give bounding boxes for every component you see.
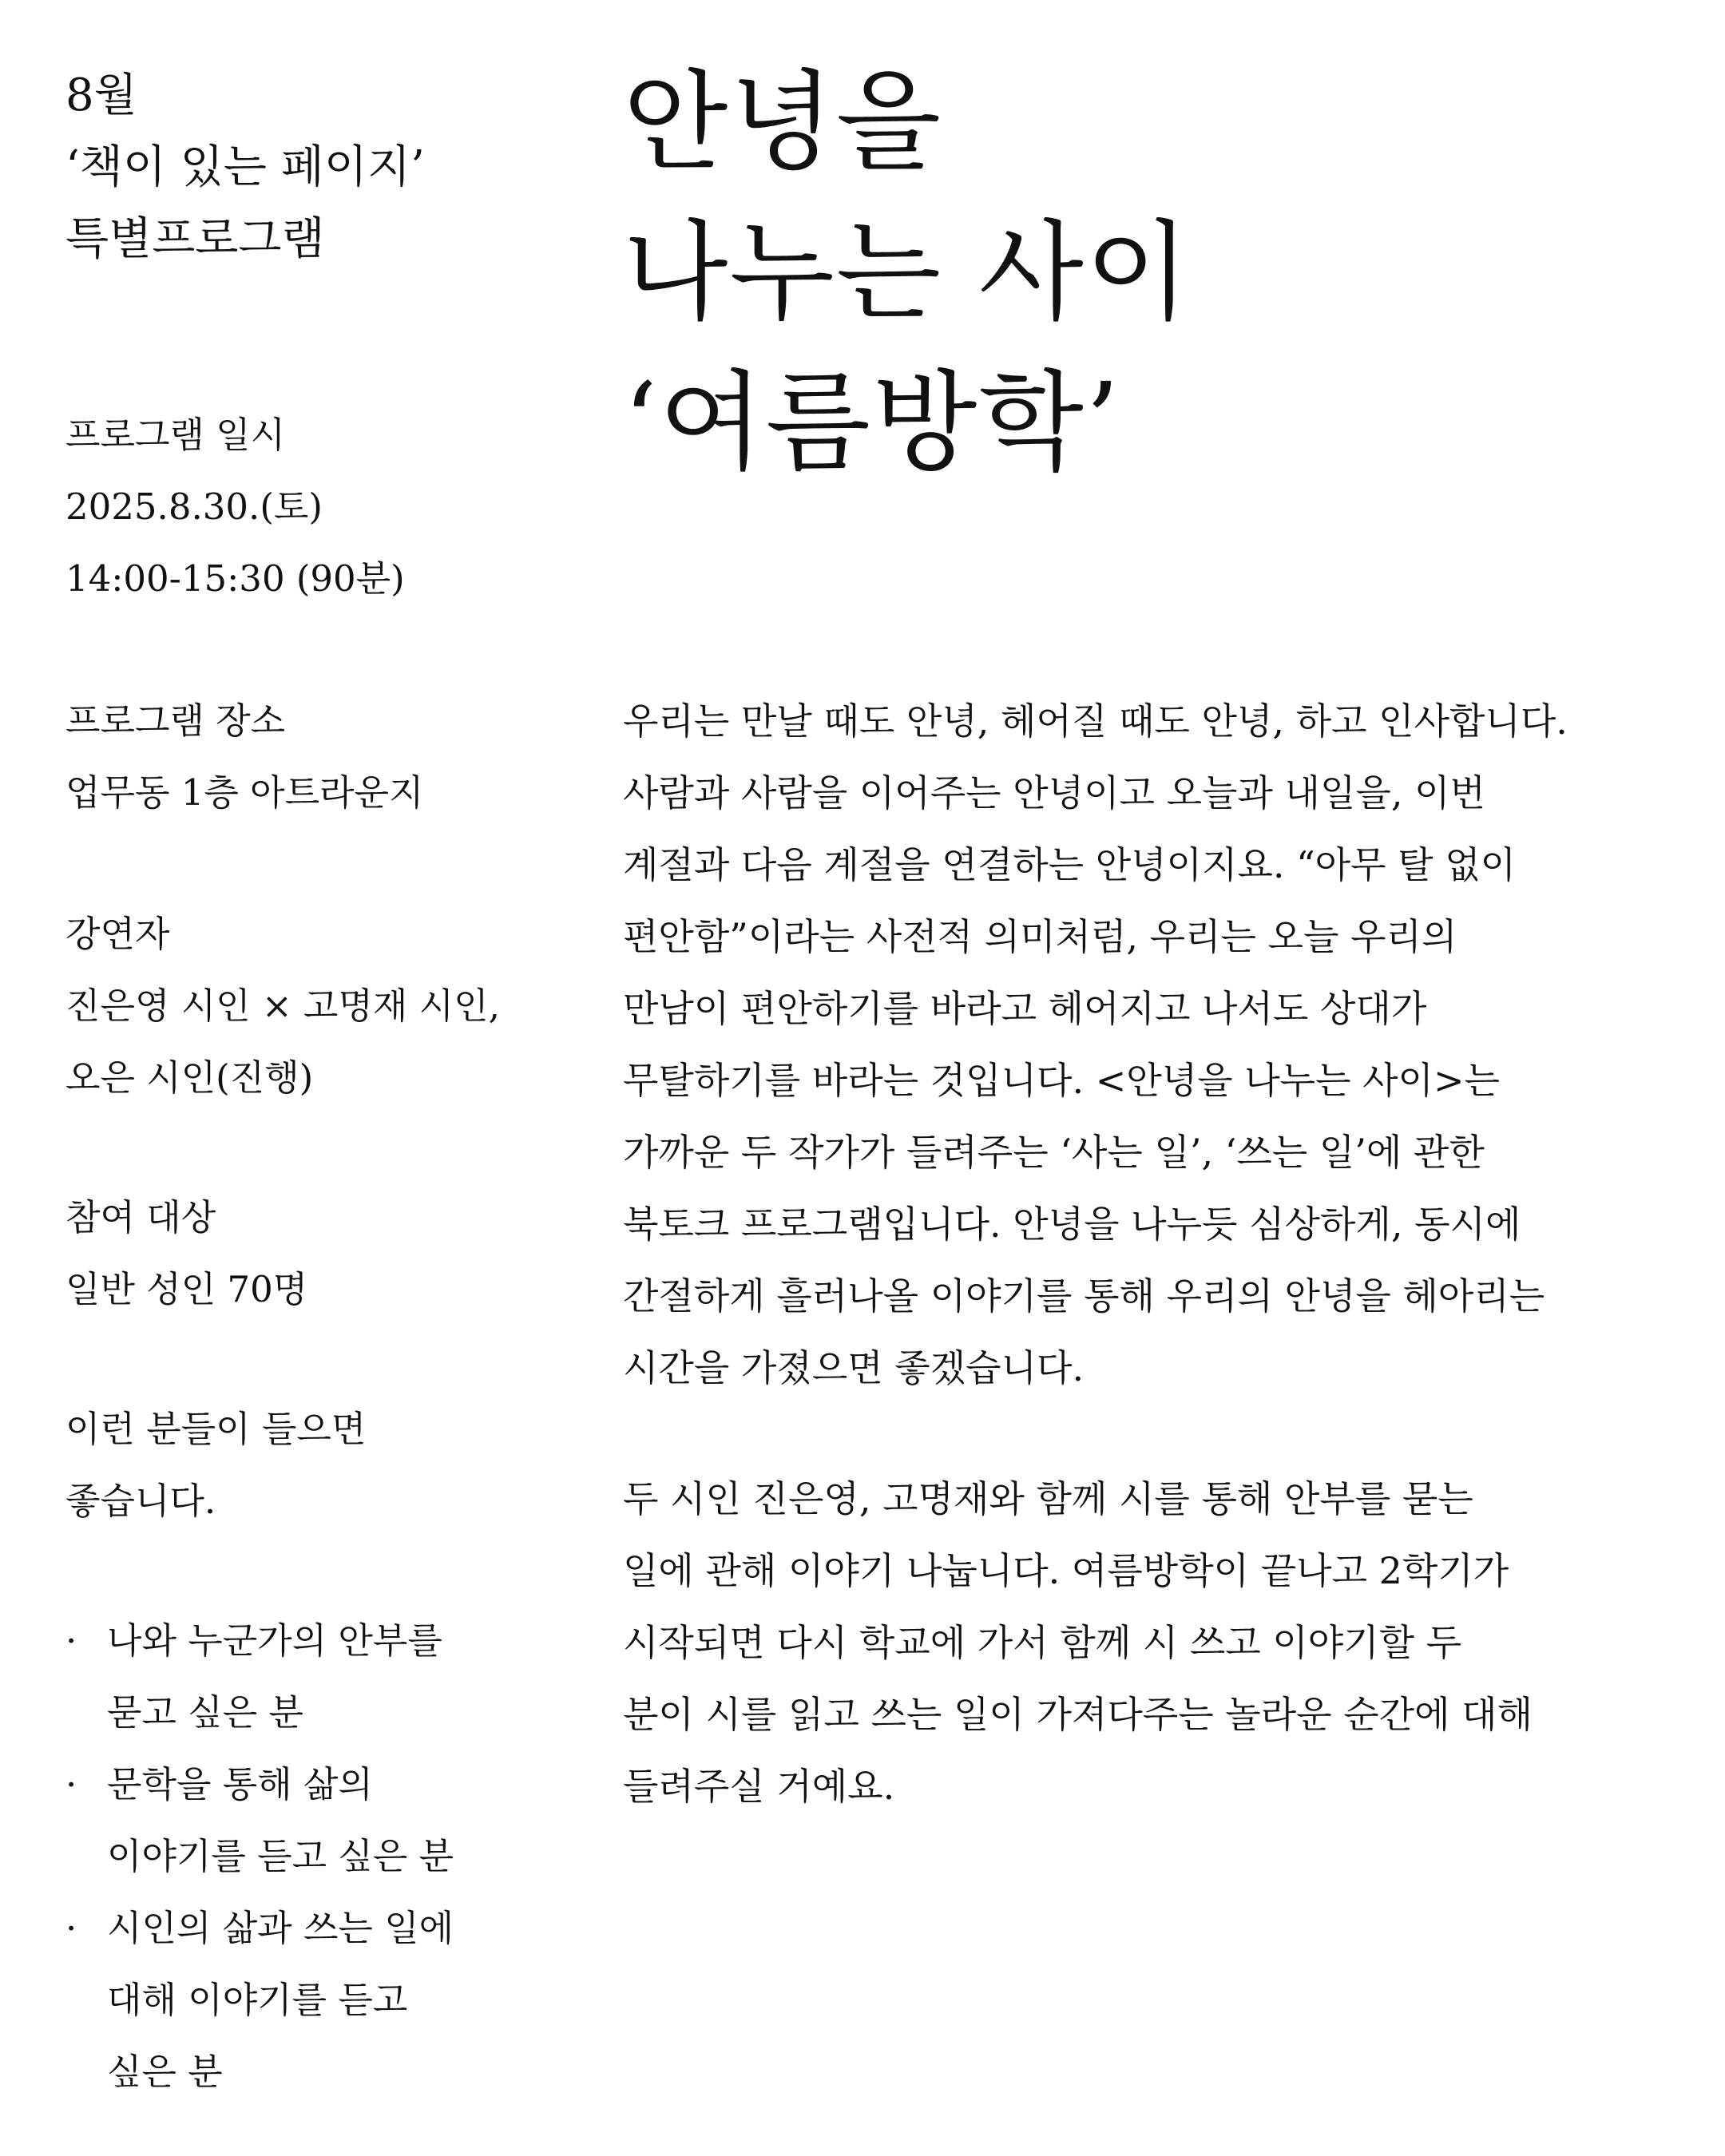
paragraph-line: 가까운 두 작가가 들려주는 ‘사는 일’, ‘쓰는 일’에 관한 bbox=[623, 1131, 1485, 1174]
list-item bbox=[65, 1749, 454, 1892]
bullet-dot-icon: · bbox=[65, 1907, 77, 1949]
paragraph-line: 만남이 편안하기를 바라고 헤어지고 나서도 상대가 bbox=[623, 987, 1427, 1030]
paragraph-line: 사람과 사람을 이어주는 안녕이고 오늘과 내일을, 이번 bbox=[623, 771, 1485, 814]
list-item bbox=[65, 1892, 454, 2108]
paragraph-line: 두 시인 진은영, 고명재와 함께 시를 통해 안부를 묻는 bbox=[623, 1477, 1473, 1520]
speakers-line: 오은 시인(진행) bbox=[65, 1056, 314, 1099]
speakers-label: 강연자 bbox=[65, 913, 170, 955]
paragraph-line: 간절하게 흘러나올 이야기를 통해 우리의 안녕을 헤아리는 bbox=[623, 1274, 1545, 1318]
recommended-label: 좋습니다. bbox=[65, 1480, 216, 1522]
recommended-label: 이런 분들이 들으면 bbox=[65, 1408, 367, 1450]
audience-label: 참여 대상 bbox=[65, 1196, 216, 1239]
list-item-line: 시인의 삶과 쓰는 일에 bbox=[107, 1907, 454, 1949]
location-section bbox=[65, 685, 423, 829]
bullet-dot-icon: · bbox=[65, 1763, 77, 1805]
paragraph-line: 북토크 프로그램입니다. 안녕을 나누듯 심상하게, 동시에 bbox=[623, 1203, 1521, 1246]
list-item bbox=[65, 1605, 454, 1749]
paragraph-line: 우리는 만날 때도 안녕, 헤어질 때도 안녕, 하고 인사합니다. bbox=[623, 700, 1568, 743]
audience-section bbox=[65, 1182, 307, 1326]
program-title-line: 특별프로그램 bbox=[65, 213, 325, 265]
schedule-date: 2025.8.30.(토) bbox=[65, 485, 323, 528]
paragraph-line: 시작되면 다시 학교에 가서 함께 시 쓰고 이야기할 두 bbox=[623, 1621, 1462, 1664]
audience-value: 일반 성인 70명 bbox=[65, 1268, 308, 1310]
list-item-line: 싶은 분 bbox=[107, 2051, 223, 2093]
location-value: 업무동 1층 아트라운지 bbox=[65, 771, 424, 814]
program-title bbox=[65, 60, 425, 275]
list-item-line: 문학을 통해 삶의 bbox=[107, 1763, 373, 1805]
description-paragraph-2 bbox=[623, 1463, 1533, 1822]
bullet-dot-icon: · bbox=[65, 1619, 77, 1662]
headline-line: 안녕을 bbox=[623, 60, 943, 186]
schedule-section bbox=[65, 399, 405, 615]
program-title-line: ‘책이 있는 페이지’ bbox=[65, 141, 425, 193]
paragraph-line: 시간을 가졌으면 좋겠습니다. bbox=[623, 1346, 1085, 1389]
recommended-list bbox=[65, 1605, 454, 2108]
recommended-section bbox=[65, 1393, 366, 1537]
location-label: 프로그램 장소 bbox=[65, 700, 286, 742]
list-item-line: 묻고 싶은 분 bbox=[107, 1691, 303, 1734]
schedule-time: 14:00-15:30 (90분) bbox=[65, 557, 405, 600]
program-title-line: 8월 bbox=[65, 69, 137, 121]
speakers-line: 진은영 시인 × 고명재 시인, bbox=[65, 985, 500, 1027]
headline-line: ‘여름방학’ bbox=[623, 360, 1121, 486]
paragraph-line: 무탈하기를 바라는 것입니다. <안녕을 나누는 사이>는 bbox=[623, 1059, 1500, 1102]
paragraph-line: 계절과 다음 계절을 연결하는 안녕이지요. “아무 탈 없이 bbox=[623, 843, 1517, 886]
speakers-section bbox=[65, 898, 500, 1114]
schedule-label: 프로그램 일시 bbox=[65, 414, 286, 456]
headline-line: 나누는 사이 bbox=[623, 210, 1192, 336]
paragraph-line: 분이 시를 읽고 쓰는 일이 가져다주는 놀라운 순간에 대해 bbox=[623, 1693, 1533, 1736]
paragraph-line: 편안함”이라는 사전적 의미처럼, 우리는 오늘 우리의 bbox=[623, 915, 1457, 958]
description-paragraph-1 bbox=[623, 685, 1568, 1404]
list-item-line: 대해 이야기를 듣고 bbox=[107, 1979, 408, 2021]
paragraph-line: 들려주실 거예요. bbox=[623, 1765, 895, 1808]
paragraph-line: 일에 관해 이야기 나눕니다. 여름방학이 끝나고 2학기가 bbox=[623, 1549, 1509, 1592]
list-item-line: 이야기를 듣고 싶은 분 bbox=[107, 1835, 454, 1877]
list-item-line: 나와 누군가의 안부를 bbox=[107, 1619, 442, 1662]
headline bbox=[623, 48, 1192, 498]
